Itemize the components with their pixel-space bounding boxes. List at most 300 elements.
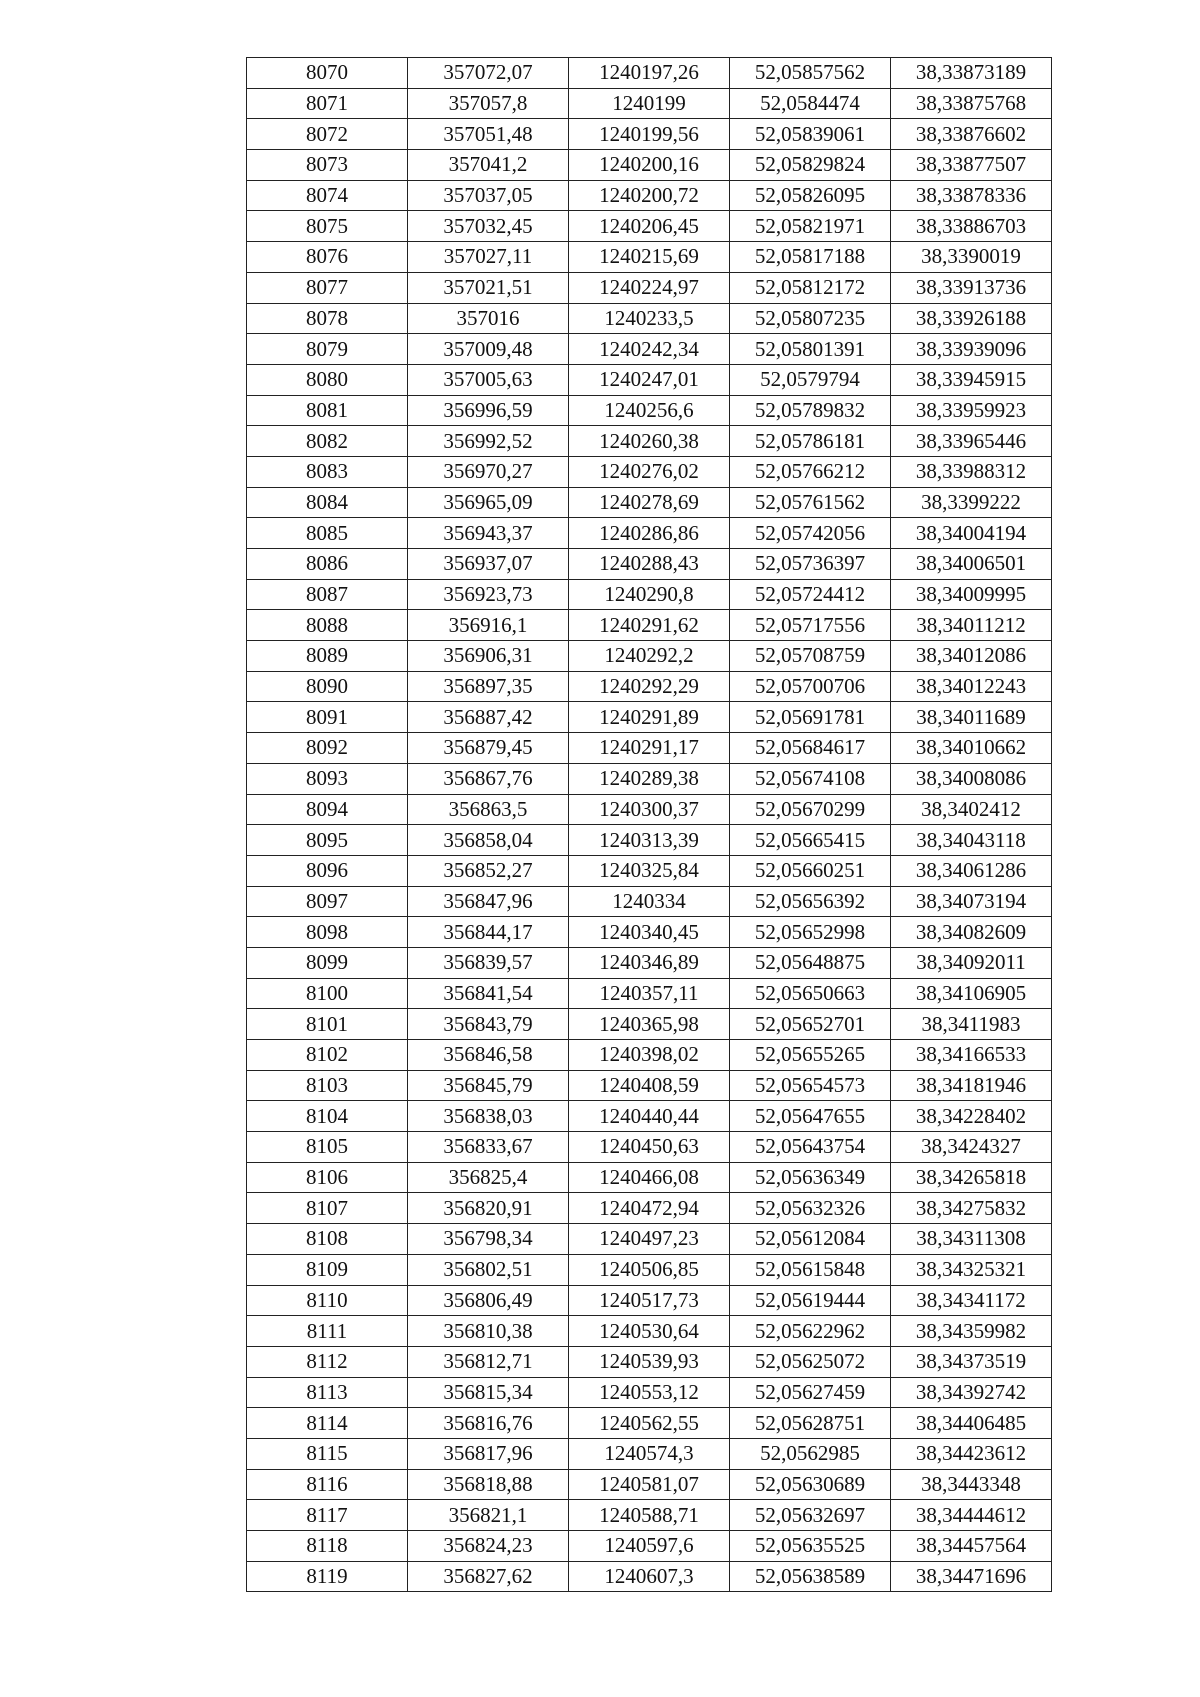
longitude-cell: 38,34006501 bbox=[891, 549, 1052, 580]
y-coordinate-cell: 1240197,26 bbox=[569, 58, 730, 89]
longitude-cell: 38,34043118 bbox=[891, 825, 1052, 856]
latitude-cell: 52,05625072 bbox=[730, 1346, 891, 1377]
y-coordinate-cell: 1240334 bbox=[569, 886, 730, 917]
y-coordinate-cell: 1240200,16 bbox=[569, 150, 730, 181]
point-number-cell: 8114 bbox=[247, 1408, 408, 1439]
table-row bbox=[247, 733, 1052, 764]
point-number-cell: 8076 bbox=[247, 242, 408, 273]
table-row bbox=[247, 671, 1052, 702]
table-row bbox=[247, 549, 1052, 580]
x-coordinate-cell: 356821,1 bbox=[408, 1500, 569, 1531]
point-number-cell: 8085 bbox=[247, 518, 408, 549]
y-coordinate-cell: 1240562,55 bbox=[569, 1408, 730, 1439]
table-row bbox=[247, 917, 1052, 948]
x-coordinate-cell: 356845,79 bbox=[408, 1070, 569, 1101]
y-coordinate-cell: 1240472,94 bbox=[569, 1193, 730, 1224]
y-coordinate-cell: 1240340,45 bbox=[569, 917, 730, 948]
latitude-cell: 52,05736397 bbox=[730, 549, 891, 580]
latitude-cell: 52,05821971 bbox=[730, 211, 891, 242]
point-number-cell: 8077 bbox=[247, 272, 408, 303]
longitude-cell: 38,34008086 bbox=[891, 763, 1052, 794]
table-row bbox=[247, 272, 1052, 303]
point-number-cell: 8104 bbox=[247, 1101, 408, 1132]
table-row bbox=[247, 456, 1052, 487]
table-row bbox=[247, 426, 1052, 457]
x-coordinate-cell: 356844,17 bbox=[408, 917, 569, 948]
latitude-cell: 52,05801391 bbox=[730, 334, 891, 365]
point-number-cell: 8103 bbox=[247, 1070, 408, 1101]
y-coordinate-cell: 1240597,6 bbox=[569, 1531, 730, 1562]
longitude-cell: 38,33945915 bbox=[891, 364, 1052, 395]
latitude-cell: 52,05630689 bbox=[730, 1469, 891, 1500]
table-row bbox=[247, 242, 1052, 273]
latitude-cell: 52,05652701 bbox=[730, 1009, 891, 1040]
x-coordinate-cell: 356810,38 bbox=[408, 1316, 569, 1347]
point-number-cell: 8079 bbox=[247, 334, 408, 365]
table-row bbox=[247, 641, 1052, 672]
table-row bbox=[247, 886, 1052, 917]
latitude-cell: 52,05724412 bbox=[730, 579, 891, 610]
y-coordinate-cell: 1240288,43 bbox=[569, 549, 730, 580]
y-coordinate-cell: 1240199,56 bbox=[569, 119, 730, 150]
x-coordinate-cell: 356863,5 bbox=[408, 794, 569, 825]
longitude-cell: 38,34082609 bbox=[891, 917, 1052, 948]
x-coordinate-cell: 356833,67 bbox=[408, 1132, 569, 1163]
x-coordinate-cell: 356965,09 bbox=[408, 487, 569, 518]
table-row bbox=[247, 1316, 1052, 1347]
table-row bbox=[247, 702, 1052, 733]
x-coordinate-cell: 356906,31 bbox=[408, 641, 569, 672]
point-number-cell: 8107 bbox=[247, 1193, 408, 1224]
y-coordinate-cell: 1240497,23 bbox=[569, 1224, 730, 1255]
longitude-cell: 38,34341172 bbox=[891, 1285, 1052, 1316]
y-coordinate-cell: 1240292,2 bbox=[569, 641, 730, 672]
point-number-cell: 8090 bbox=[247, 671, 408, 702]
y-coordinate-cell: 1240200,72 bbox=[569, 180, 730, 211]
y-coordinate-cell: 1240260,38 bbox=[569, 426, 730, 457]
x-coordinate-cell: 356887,42 bbox=[408, 702, 569, 733]
table-row bbox=[247, 180, 1052, 211]
y-coordinate-cell: 1240289,38 bbox=[569, 763, 730, 794]
longitude-cell: 38,3399222 bbox=[891, 487, 1052, 518]
table-row bbox=[247, 825, 1052, 856]
x-coordinate-cell: 356806,49 bbox=[408, 1285, 569, 1316]
table-row bbox=[247, 1101, 1052, 1132]
x-coordinate-cell: 357057,8 bbox=[408, 88, 569, 119]
longitude-cell: 38,3443348 bbox=[891, 1469, 1052, 1500]
latitude-cell: 52,05817188 bbox=[730, 242, 891, 273]
table-row bbox=[247, 1193, 1052, 1224]
point-number-cell: 8088 bbox=[247, 610, 408, 641]
longitude-cell: 38,33873189 bbox=[891, 58, 1052, 89]
latitude-cell: 52,0562985 bbox=[730, 1438, 891, 1469]
point-number-cell: 8086 bbox=[247, 549, 408, 580]
y-coordinate-cell: 1240313,39 bbox=[569, 825, 730, 856]
point-number-cell: 8082 bbox=[247, 426, 408, 457]
longitude-cell: 38,33875768 bbox=[891, 88, 1052, 119]
point-number-cell: 8080 bbox=[247, 364, 408, 395]
table-row bbox=[247, 1162, 1052, 1193]
latitude-cell: 52,05826095 bbox=[730, 180, 891, 211]
x-coordinate-cell: 356867,76 bbox=[408, 763, 569, 794]
latitude-cell: 52,05691781 bbox=[730, 702, 891, 733]
point-number-cell: 8072 bbox=[247, 119, 408, 150]
longitude-cell: 38,34011212 bbox=[891, 610, 1052, 641]
longitude-cell: 38,34471696 bbox=[891, 1561, 1052, 1592]
x-coordinate-cell: 357005,63 bbox=[408, 364, 569, 395]
y-coordinate-cell: 1240450,63 bbox=[569, 1132, 730, 1163]
latitude-cell: 52,05786181 bbox=[730, 426, 891, 457]
latitude-cell: 52,05628751 bbox=[730, 1408, 891, 1439]
point-number-cell: 8093 bbox=[247, 763, 408, 794]
point-number-cell: 8075 bbox=[247, 211, 408, 242]
longitude-cell: 38,33988312 bbox=[891, 456, 1052, 487]
x-coordinate-cell: 357016 bbox=[408, 303, 569, 334]
point-number-cell: 8091 bbox=[247, 702, 408, 733]
y-coordinate-cell: 1240574,3 bbox=[569, 1438, 730, 1469]
point-number-cell: 8081 bbox=[247, 395, 408, 426]
x-coordinate-cell: 356820,91 bbox=[408, 1193, 569, 1224]
longitude-cell: 38,34311308 bbox=[891, 1224, 1052, 1255]
x-coordinate-cell: 356818,88 bbox=[408, 1469, 569, 1500]
y-coordinate-cell: 1240553,12 bbox=[569, 1377, 730, 1408]
x-coordinate-cell: 356858,04 bbox=[408, 825, 569, 856]
longitude-cell: 38,34012243 bbox=[891, 671, 1052, 702]
point-number-cell: 8119 bbox=[247, 1561, 408, 1592]
latitude-cell: 52,05684617 bbox=[730, 733, 891, 764]
latitude-cell: 52,05665415 bbox=[730, 825, 891, 856]
x-coordinate-cell: 356943,37 bbox=[408, 518, 569, 549]
x-coordinate-cell: 356847,96 bbox=[408, 886, 569, 917]
table-row bbox=[247, 978, 1052, 1009]
y-coordinate-cell: 1240506,85 bbox=[569, 1254, 730, 1285]
y-coordinate-cell: 1240291,62 bbox=[569, 610, 730, 641]
y-coordinate-cell: 1240247,01 bbox=[569, 364, 730, 395]
table-row bbox=[247, 1469, 1052, 1500]
x-coordinate-cell: 356937,07 bbox=[408, 549, 569, 580]
longitude-cell: 38,3411983 bbox=[891, 1009, 1052, 1040]
longitude-cell: 38,34275832 bbox=[891, 1193, 1052, 1224]
y-coordinate-cell: 1240346,89 bbox=[569, 947, 730, 978]
y-coordinate-cell: 1240365,98 bbox=[569, 1009, 730, 1040]
longitude-cell: 38,34106905 bbox=[891, 978, 1052, 1009]
table-row bbox=[247, 395, 1052, 426]
longitude-cell: 38,33965446 bbox=[891, 426, 1052, 457]
x-coordinate-cell: 356816,76 bbox=[408, 1408, 569, 1439]
x-coordinate-cell: 356817,96 bbox=[408, 1438, 569, 1469]
point-number-cell: 8098 bbox=[247, 917, 408, 948]
point-number-cell: 8095 bbox=[247, 825, 408, 856]
table-row bbox=[247, 1040, 1052, 1071]
y-coordinate-cell: 1240256,6 bbox=[569, 395, 730, 426]
latitude-cell: 52,05636349 bbox=[730, 1162, 891, 1193]
table-row bbox=[247, 518, 1052, 549]
x-coordinate-cell: 356802,51 bbox=[408, 1254, 569, 1285]
point-number-cell: 8078 bbox=[247, 303, 408, 334]
table-row bbox=[247, 1561, 1052, 1592]
y-coordinate-cell: 1240242,34 bbox=[569, 334, 730, 365]
point-number-cell: 8110 bbox=[247, 1285, 408, 1316]
table-row bbox=[247, 1132, 1052, 1163]
x-coordinate-cell: 356841,54 bbox=[408, 978, 569, 1009]
table-row bbox=[247, 1346, 1052, 1377]
y-coordinate-cell: 1240224,97 bbox=[569, 272, 730, 303]
table-row bbox=[247, 303, 1052, 334]
y-coordinate-cell: 1240357,11 bbox=[569, 978, 730, 1009]
table-row bbox=[247, 150, 1052, 181]
longitude-cell: 38,3424327 bbox=[891, 1132, 1052, 1163]
longitude-cell: 38,34373519 bbox=[891, 1346, 1052, 1377]
longitude-cell: 38,34010662 bbox=[891, 733, 1052, 764]
latitude-cell: 52,05761562 bbox=[730, 487, 891, 518]
table-row bbox=[247, 1285, 1052, 1316]
longitude-cell: 38,34406485 bbox=[891, 1408, 1052, 1439]
latitude-cell: 52,05829824 bbox=[730, 150, 891, 181]
longitude-cell: 38,34073194 bbox=[891, 886, 1052, 917]
latitude-cell: 52,05632326 bbox=[730, 1193, 891, 1224]
longitude-cell: 38,34392742 bbox=[891, 1377, 1052, 1408]
x-coordinate-cell: 357009,48 bbox=[408, 334, 569, 365]
longitude-cell: 38,33913736 bbox=[891, 272, 1052, 303]
latitude-cell: 52,05674108 bbox=[730, 763, 891, 794]
latitude-cell: 52,05660251 bbox=[730, 855, 891, 886]
latitude-cell: 52,05627459 bbox=[730, 1377, 891, 1408]
point-number-cell: 8074 bbox=[247, 180, 408, 211]
longitude-cell: 38,34092011 bbox=[891, 947, 1052, 978]
y-coordinate-cell: 1240398,02 bbox=[569, 1040, 730, 1071]
y-coordinate-cell: 1240291,89 bbox=[569, 702, 730, 733]
y-coordinate-cell: 1240607,3 bbox=[569, 1561, 730, 1592]
longitude-cell: 38,34061286 bbox=[891, 855, 1052, 886]
x-coordinate-cell: 356923,73 bbox=[408, 579, 569, 610]
table-row bbox=[247, 1254, 1052, 1285]
latitude-cell: 52,0579794 bbox=[730, 364, 891, 395]
longitude-cell: 38,34359982 bbox=[891, 1316, 1052, 1347]
point-number-cell: 8070 bbox=[247, 58, 408, 89]
y-coordinate-cell: 1240325,84 bbox=[569, 855, 730, 886]
longitude-cell: 38,3390019 bbox=[891, 242, 1052, 273]
latitude-cell: 52,05708759 bbox=[730, 641, 891, 672]
point-number-cell: 8084 bbox=[247, 487, 408, 518]
y-coordinate-cell: 1240530,64 bbox=[569, 1316, 730, 1347]
longitude-cell: 38,34325321 bbox=[891, 1254, 1052, 1285]
latitude-cell: 52,05857562 bbox=[730, 58, 891, 89]
point-number-cell: 8118 bbox=[247, 1531, 408, 1562]
x-coordinate-cell: 356916,1 bbox=[408, 610, 569, 641]
longitude-cell: 38,34012086 bbox=[891, 641, 1052, 672]
point-number-cell: 8071 bbox=[247, 88, 408, 119]
latitude-cell: 52,05648875 bbox=[730, 947, 891, 978]
x-coordinate-cell: 356846,58 bbox=[408, 1040, 569, 1071]
y-coordinate-cell: 1240581,07 bbox=[569, 1469, 730, 1500]
x-coordinate-cell: 356879,45 bbox=[408, 733, 569, 764]
y-coordinate-cell: 1240206,45 bbox=[569, 211, 730, 242]
table-row bbox=[247, 211, 1052, 242]
table-row bbox=[247, 88, 1052, 119]
longitude-cell: 38,33877507 bbox=[891, 150, 1052, 181]
longitude-cell: 38,34423612 bbox=[891, 1438, 1052, 1469]
longitude-cell: 38,34181946 bbox=[891, 1070, 1052, 1101]
point-number-cell: 8097 bbox=[247, 886, 408, 917]
x-coordinate-cell: 356827,62 bbox=[408, 1561, 569, 1592]
table-row bbox=[247, 1531, 1052, 1562]
x-coordinate-cell: 357072,07 bbox=[408, 58, 569, 89]
latitude-cell: 52,05656392 bbox=[730, 886, 891, 917]
y-coordinate-cell: 1240276,02 bbox=[569, 456, 730, 487]
coordinates-table-body bbox=[247, 58, 1052, 1592]
latitude-cell: 52,05652998 bbox=[730, 917, 891, 948]
coordinates-table bbox=[246, 57, 1052, 1592]
point-number-cell: 8101 bbox=[247, 1009, 408, 1040]
longitude-cell: 38,34444612 bbox=[891, 1500, 1052, 1531]
x-coordinate-cell: 356843,79 bbox=[408, 1009, 569, 1040]
y-coordinate-cell: 1240466,08 bbox=[569, 1162, 730, 1193]
longitude-cell: 38,34228402 bbox=[891, 1101, 1052, 1132]
table-row bbox=[247, 610, 1052, 641]
y-coordinate-cell: 1240290,8 bbox=[569, 579, 730, 610]
latitude-cell: 52,05766212 bbox=[730, 456, 891, 487]
table-row bbox=[247, 855, 1052, 886]
latitude-cell: 52,05643754 bbox=[730, 1132, 891, 1163]
latitude-cell: 52,05632697 bbox=[730, 1500, 891, 1531]
table-row bbox=[247, 763, 1052, 794]
point-number-cell: 8116 bbox=[247, 1469, 408, 1500]
table-row bbox=[247, 579, 1052, 610]
latitude-cell: 52,05654573 bbox=[730, 1070, 891, 1101]
point-number-cell: 8099 bbox=[247, 947, 408, 978]
table-row bbox=[247, 1070, 1052, 1101]
x-coordinate-cell: 356838,03 bbox=[408, 1101, 569, 1132]
latitude-cell: 52,05647655 bbox=[730, 1101, 891, 1132]
table-row bbox=[247, 364, 1052, 395]
longitude-cell: 38,34004194 bbox=[891, 518, 1052, 549]
point-number-cell: 8111 bbox=[247, 1316, 408, 1347]
table-row bbox=[247, 1408, 1052, 1439]
latitude-cell: 52,05650663 bbox=[730, 978, 891, 1009]
longitude-cell: 38,33926188 bbox=[891, 303, 1052, 334]
latitude-cell: 52,0584474 bbox=[730, 88, 891, 119]
point-number-cell: 8100 bbox=[247, 978, 408, 1009]
table-row bbox=[247, 1438, 1052, 1469]
table-row bbox=[247, 947, 1052, 978]
point-number-cell: 8105 bbox=[247, 1132, 408, 1163]
latitude-cell: 52,05717556 bbox=[730, 610, 891, 641]
latitude-cell: 52,05655265 bbox=[730, 1040, 891, 1071]
point-number-cell: 8115 bbox=[247, 1438, 408, 1469]
longitude-cell: 38,3402412 bbox=[891, 794, 1052, 825]
y-coordinate-cell: 1240291,17 bbox=[569, 733, 730, 764]
y-coordinate-cell: 1240292,29 bbox=[569, 671, 730, 702]
x-coordinate-cell: 356812,71 bbox=[408, 1346, 569, 1377]
y-coordinate-cell: 1240440,44 bbox=[569, 1101, 730, 1132]
latitude-cell: 52,05839061 bbox=[730, 119, 891, 150]
longitude-cell: 38,34457564 bbox=[891, 1531, 1052, 1562]
x-coordinate-cell: 356992,52 bbox=[408, 426, 569, 457]
x-coordinate-cell: 357032,45 bbox=[408, 211, 569, 242]
x-coordinate-cell: 356897,35 bbox=[408, 671, 569, 702]
latitude-cell: 52,05638589 bbox=[730, 1561, 891, 1592]
latitude-cell: 52,05789832 bbox=[730, 395, 891, 426]
table-row bbox=[247, 1224, 1052, 1255]
latitude-cell: 52,05812172 bbox=[730, 272, 891, 303]
latitude-cell: 52,05807235 bbox=[730, 303, 891, 334]
x-coordinate-cell: 356798,34 bbox=[408, 1224, 569, 1255]
table-row bbox=[247, 1377, 1052, 1408]
x-coordinate-cell: 356824,23 bbox=[408, 1531, 569, 1562]
y-coordinate-cell: 1240539,93 bbox=[569, 1346, 730, 1377]
longitude-cell: 38,34166533 bbox=[891, 1040, 1052, 1071]
longitude-cell: 38,34265818 bbox=[891, 1162, 1052, 1193]
y-coordinate-cell: 1240588,71 bbox=[569, 1500, 730, 1531]
y-coordinate-cell: 1240233,5 bbox=[569, 303, 730, 334]
point-number-cell: 8089 bbox=[247, 641, 408, 672]
point-number-cell: 8112 bbox=[247, 1346, 408, 1377]
point-number-cell: 8106 bbox=[247, 1162, 408, 1193]
point-number-cell: 8109 bbox=[247, 1254, 408, 1285]
x-coordinate-cell: 356825,4 bbox=[408, 1162, 569, 1193]
table-row bbox=[247, 487, 1052, 518]
table-row bbox=[247, 58, 1052, 89]
point-number-cell: 8092 bbox=[247, 733, 408, 764]
point-number-cell: 8087 bbox=[247, 579, 408, 610]
latitude-cell: 52,05700706 bbox=[730, 671, 891, 702]
y-coordinate-cell: 1240300,37 bbox=[569, 794, 730, 825]
latitude-cell: 52,05635525 bbox=[730, 1531, 891, 1562]
latitude-cell: 52,05615848 bbox=[730, 1254, 891, 1285]
x-coordinate-cell: 356996,59 bbox=[408, 395, 569, 426]
x-coordinate-cell: 356852,27 bbox=[408, 855, 569, 886]
point-number-cell: 8108 bbox=[247, 1224, 408, 1255]
y-coordinate-cell: 1240286,86 bbox=[569, 518, 730, 549]
latitude-cell: 52,05622962 bbox=[730, 1316, 891, 1347]
point-number-cell: 8094 bbox=[247, 794, 408, 825]
latitude-cell: 52,05670299 bbox=[730, 794, 891, 825]
latitude-cell: 52,05619444 bbox=[730, 1285, 891, 1316]
x-coordinate-cell: 357037,05 bbox=[408, 180, 569, 211]
point-number-cell: 8102 bbox=[247, 1040, 408, 1071]
x-coordinate-cell: 357027,11 bbox=[408, 242, 569, 273]
longitude-cell: 38,33886703 bbox=[891, 211, 1052, 242]
longitude-cell: 38,34009995 bbox=[891, 579, 1052, 610]
x-coordinate-cell: 356815,34 bbox=[408, 1377, 569, 1408]
y-coordinate-cell: 1240199 bbox=[569, 88, 730, 119]
x-coordinate-cell: 357051,48 bbox=[408, 119, 569, 150]
longitude-cell: 38,33959923 bbox=[891, 395, 1052, 426]
point-number-cell: 8117 bbox=[247, 1500, 408, 1531]
point-number-cell: 8096 bbox=[247, 855, 408, 886]
point-number-cell: 8113 bbox=[247, 1377, 408, 1408]
y-coordinate-cell: 1240408,59 bbox=[569, 1070, 730, 1101]
y-coordinate-cell: 1240278,69 bbox=[569, 487, 730, 518]
longitude-cell: 38,33878336 bbox=[891, 180, 1052, 211]
table-row bbox=[247, 119, 1052, 150]
latitude-cell: 52,05742056 bbox=[730, 518, 891, 549]
x-coordinate-cell: 356970,27 bbox=[408, 456, 569, 487]
x-coordinate-cell: 356839,57 bbox=[408, 947, 569, 978]
x-coordinate-cell: 357021,51 bbox=[408, 272, 569, 303]
longitude-cell: 38,33939096 bbox=[891, 334, 1052, 365]
longitude-cell: 38,34011689 bbox=[891, 702, 1052, 733]
longitude-cell: 38,33876602 bbox=[891, 119, 1052, 150]
table-row bbox=[247, 794, 1052, 825]
table-row bbox=[247, 1009, 1052, 1040]
y-coordinate-cell: 1240215,69 bbox=[569, 242, 730, 273]
point-number-cell: 8083 bbox=[247, 456, 408, 487]
x-coordinate-cell: 357041,2 bbox=[408, 150, 569, 181]
table-row bbox=[247, 334, 1052, 365]
y-coordinate-cell: 1240517,73 bbox=[569, 1285, 730, 1316]
table-row bbox=[247, 1500, 1052, 1531]
